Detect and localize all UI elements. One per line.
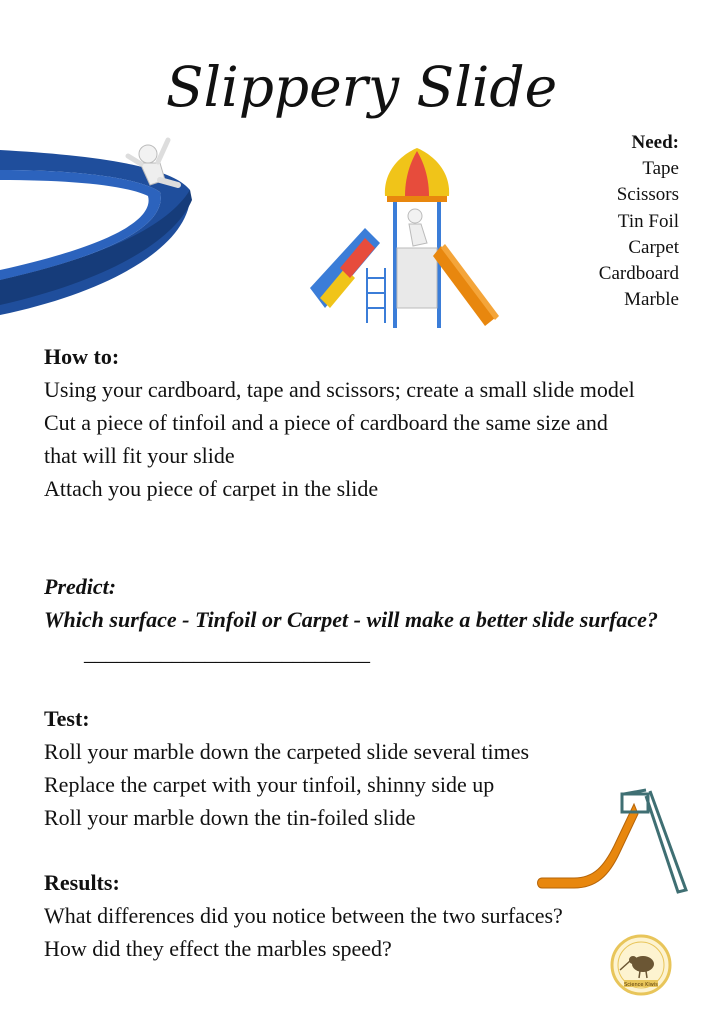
page-title: Slippery Slide [165,55,558,119]
test-heading: Test: [44,706,90,731]
need-item: Marble [624,289,679,311]
predict-question [44,603,694,669]
results-heading: Results: [44,870,120,895]
need-heading: Need: [631,132,679,153]
need-item: Cardboard [598,263,679,285]
playground-illustration [305,148,500,328]
how-to-step: Using your cardboard, tape and scissors; create a small slide model [44,377,635,402]
how-to-heading: How to: [44,344,120,369]
answer-blank[interactable]: __________________________ [84,640,370,665]
blue-slide-illustration [0,130,222,315]
how-to-step: Attach you piece of carpet in the slide [44,476,379,501]
how-to-step: Cut a piece of tinfoil and a piece of cardboard the same size and that will fit your slide [44,410,608,468]
results-question: What differences did you notice between the two surfaces? [44,903,563,928]
predict-question-text: Which surface - Tinfoil or Carpet - will make a better slide surface? [44,607,658,632]
logo-text: Science Kiwis [624,982,658,988]
test-step: Roll your marble down the tin-foiled slide [44,805,416,830]
need-item: Tape [642,158,679,180]
predict-heading: Predict: [44,574,117,599]
results-section [44,866,694,965]
science-kiwis-logo [610,934,672,996]
predict-section [44,570,694,669]
how-to-section [44,340,694,505]
materials-list [599,130,679,313]
need-item: Tin Foil [617,210,679,232]
need-item: Scissors [616,184,679,206]
need-item: Carpet [628,236,679,258]
results-question: How did they effect the marbles speed? [44,936,392,961]
test-step: Replace the carpet with your tinfoil, shinny side up [44,772,495,797]
test-step: Roll your marble down the carpeted slide several times [44,739,530,764]
